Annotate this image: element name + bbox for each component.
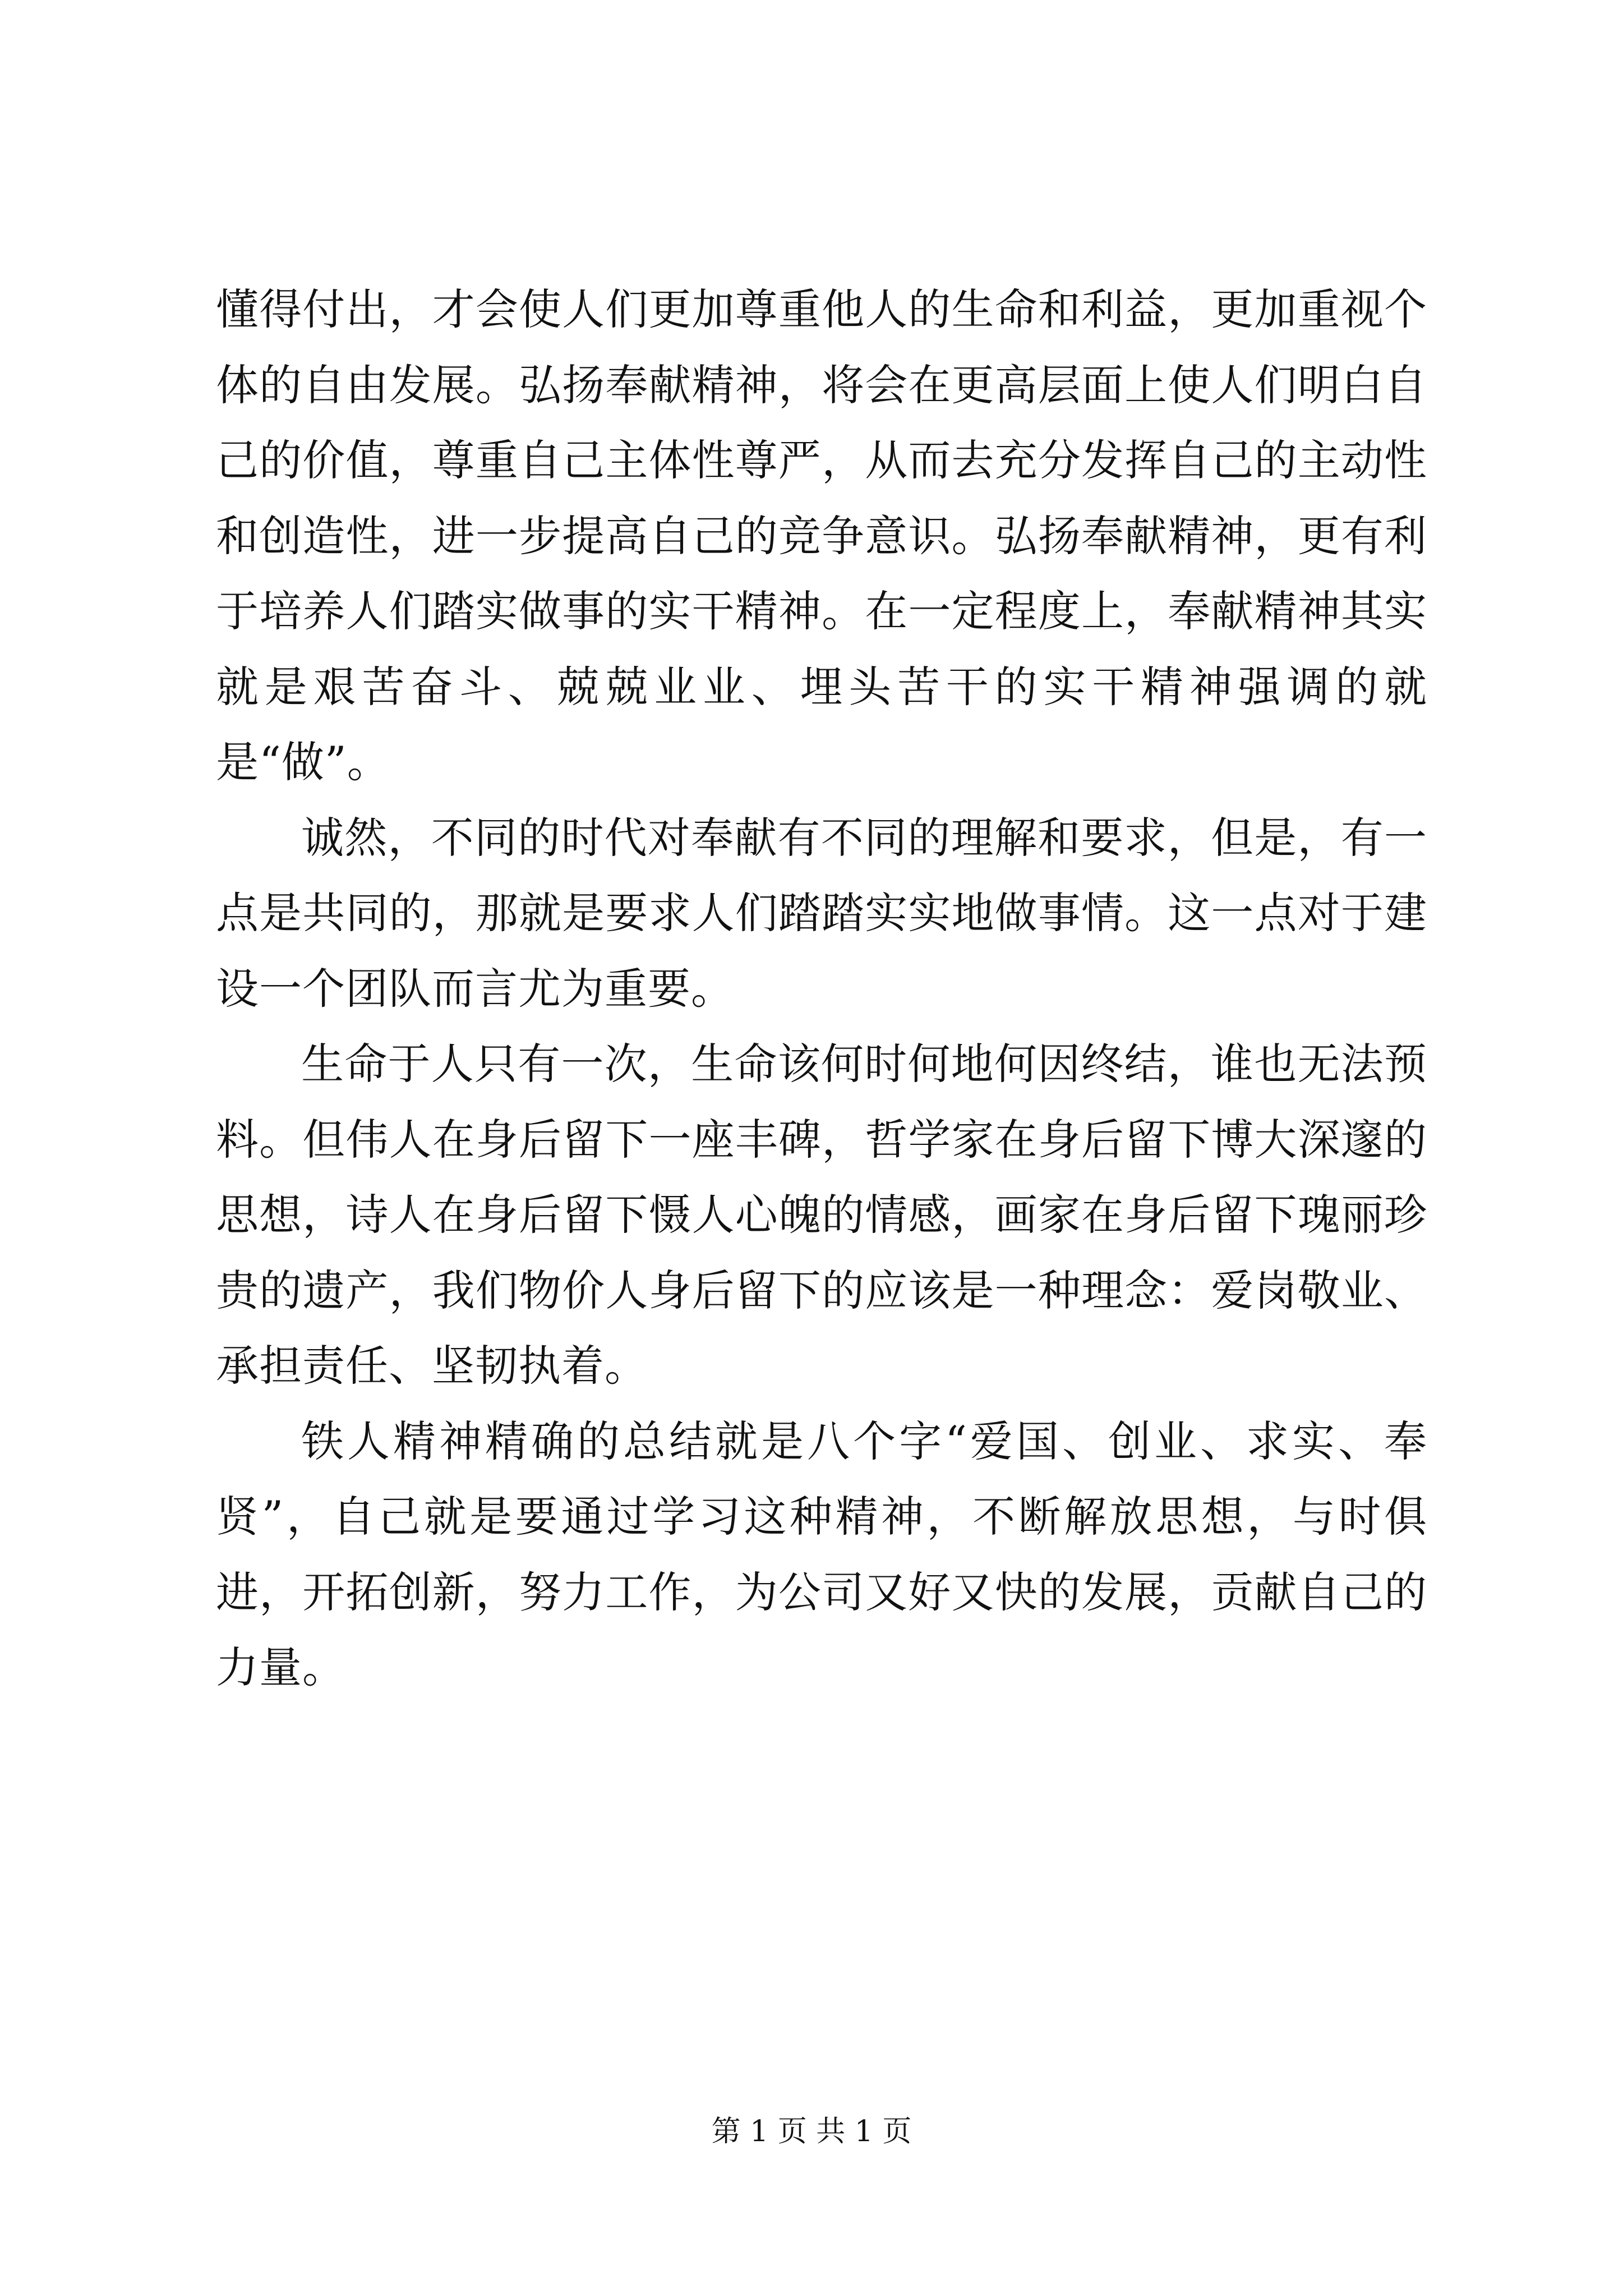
paragraph-4: 铁人精神精确的总结就是八个字“爱国、创业、求实、奉贤”，自己就是要通过学习这种精神，不断解放思想，与时俱进，开拓创新，努力工作，为公司又好又快的发展，贡献自己的力量。 [216, 1416, 1427, 1692]
page-footer [0, 2112, 1623, 2151]
paragraph-2: 诚然，不同的时代对奉献有不同的理解和要求，但是，有一点是共同的，那就是要求人们踏踏实实地做事情。这一点对于建设一个团队而言尤为重要。 [216, 812, 1427, 1014]
document-body [216, 272, 1427, 1706]
paragraph-1: 懂得付出，才会使人们更加尊重他人的生命和利益，更加重视个体的自由发展。弘扬奉献精神，将会在更高层面上使人们明白自己的价值，尊重自己主体性尊严，从而去充分发挥自己的主动性和创造性，进一步提高自己的竞争意识。弘扬奉献精神，更有利于培养人们踏实做事的实干精神。在一定程度上，奉献精神其实就是艰苦奋斗、兢兢业业、埋头苦干的实干精神强调的就是“做”。 [216, 284, 1427, 787]
page-number-label: 第 1 页 共 1 页 [711, 2115, 912, 2148]
paragraph-3: 生命于人只有一次，生命该何时何地何因终结，谁也无法预料。但伟人在身后留下一座丰碑，哲学家在身后留下博大深邃的思想，诗人在身后留下慑人心魄的情感，画家在身后留下瑰丽珍贵的遗产，我们物价人身后留下的应该是一种理念：爱岗敬业、承担责任、坚韧执着。 [216, 1039, 1427, 1391]
